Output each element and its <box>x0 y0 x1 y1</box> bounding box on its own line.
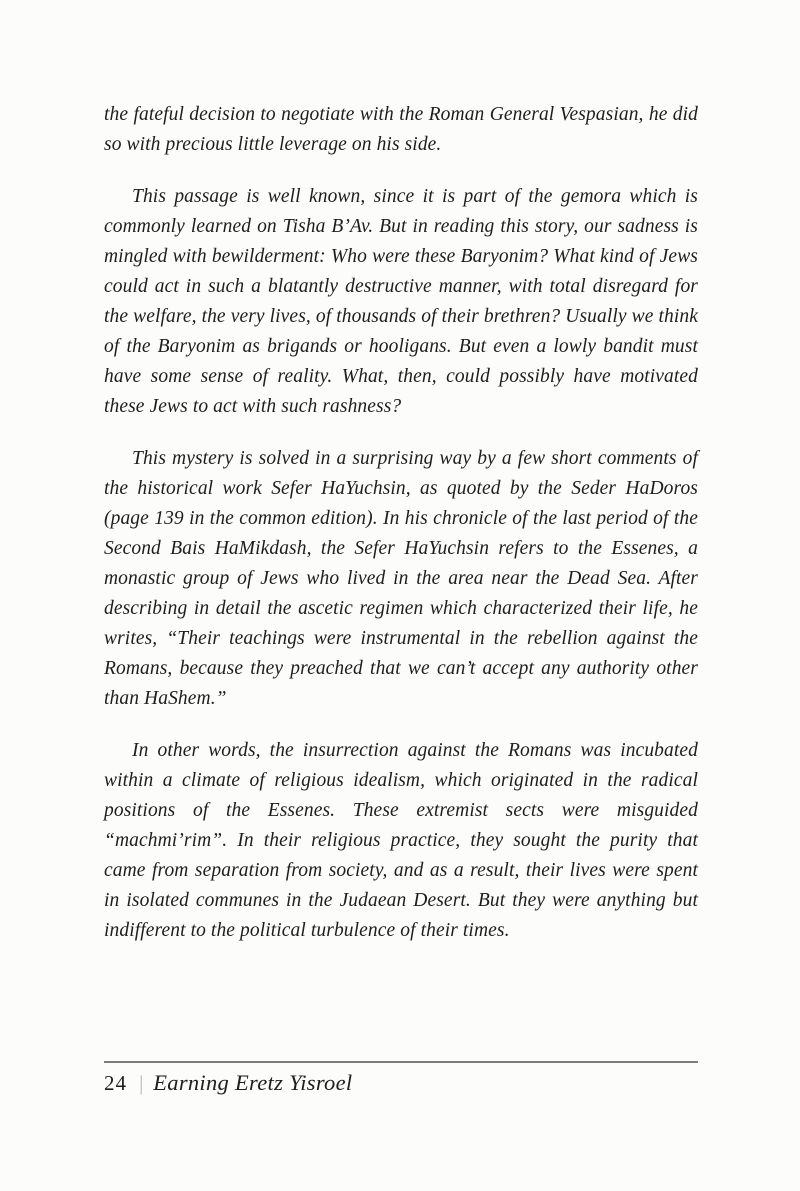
page-number: 24 <box>104 1071 127 1095</box>
footer-rule <box>104 1061 698 1063</box>
paragraph-3: This mystery is solved in a surprising way by a few short comments of the historical work Sefer HaYuchsin, as quoted by the Seder HaDoros (page 139 in the common edition). In his chronicle of the last period of the Second Bais HaMikdash, the Sefer HaYuchsin refers to the Essenes, a monastic group of Jews who lived in the area near the Dead Sea. After describing in detail the ascetic regimen which characterized their life, he writes, “Their teachings were instrumental in the rebellion against the Romans, because they preached that we can’t accept any authority other than HaShem.” <box>104 448 698 709</box>
paragraph-4: In other words, the insurrection against the Romans was incubated within a climate of religious idealism, which originated in the radical positions of the Essenes. These extremist sects were misguided “machmi’rim”. In their religious practice, they sought the purity that came from separation from society, and as a result, their lives were spent in isolated communes in the Judaean Desert. But they were anything but indifferent to the political turbulence of their times. <box>104 740 698 941</box>
paragraph-2: This passage is well known, since it is part of the gemora which is commonly learned on Tisha B’Av. But in reading this story, our sadness is mingled with bewilderment: Who were these Baryonim? What kind of Jews could act in such a blatantly destructive manner, with total disregard for the welfare, the very lives, of thousands of their brethren? Usually we think of the Baryonim as brigands or hooligans. But even a lowly bandit must have some sense of reality. What, then, could possibly have motivated these Jews to act with such rashness? <box>104 186 698 417</box>
footer-line <box>104 1070 698 1096</box>
page-footer <box>104 1061 698 1096</box>
body-text <box>104 100 698 946</box>
footer-divider: | <box>139 1071 143 1095</box>
book-title: Earning Eretz Yisroel <box>153 1070 353 1095</box>
paragraph-1: the fateful decision to negotiate with the Roman General Vespasian, he did so with precious little leverage on his side. <box>104 104 698 155</box>
